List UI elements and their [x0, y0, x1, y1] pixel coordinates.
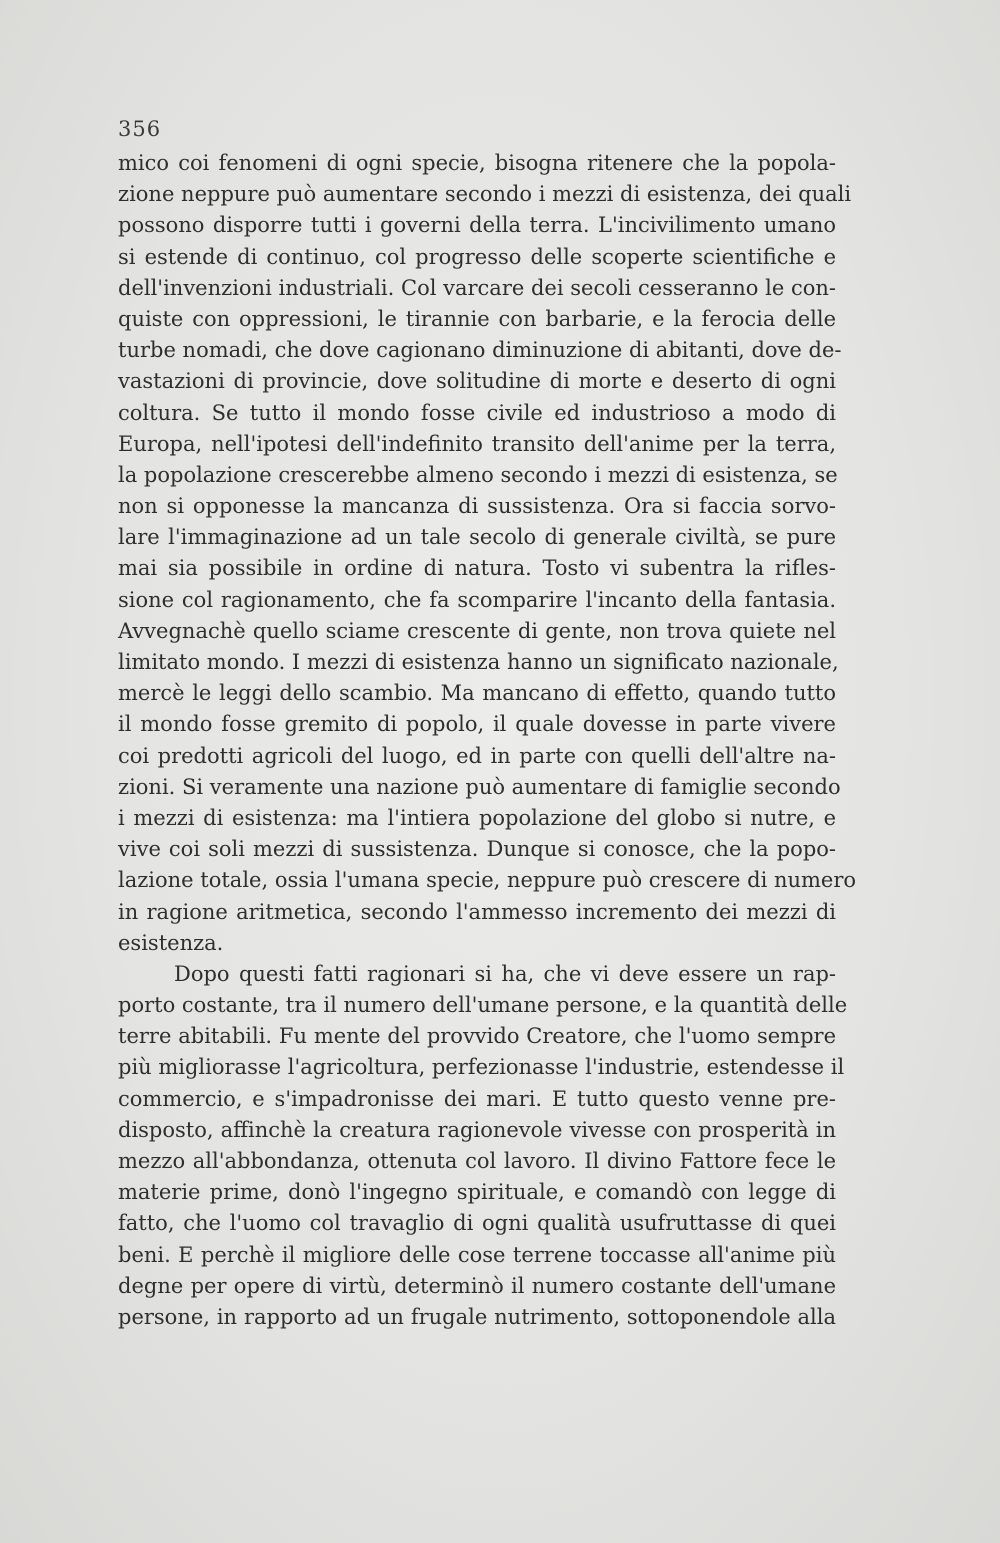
page-number: 356	[118, 117, 162, 141]
text-line: lare l'immaginazione ad un tale secolo di generale civiltà, se pure	[118, 525, 836, 550]
text-line: lazione totale, ossia l'umana specie, neppure può crescere di numero	[118, 868, 857, 893]
text-line: vive coi soli mezzi di sussistenza. Dunque si conosce, che la popo-	[118, 837, 836, 862]
text-line: zioni. Si veramente una nazione può aumentare di famiglie secondo	[118, 774, 841, 799]
text-line: commercio, e s'impadronisse dei mari. E tutto questo venne pre-	[118, 1086, 836, 1111]
body-text	[118, 148, 857, 1333]
text-line: beni. E perchè il migliore delle cose terrene toccasse all'anime più	[118, 1242, 836, 1267]
text-line: mezzo all'abbondanza, ottenuta col lavoro. Il divino Fattore fece le	[118, 1149, 836, 1173]
text-line: dell'invenzioni industriali. Col varcare dei secoli cesseranno le con-	[118, 275, 836, 300]
paragraph-start-line: Dopo questi fatti ragionari si ha, che vi deve essere un rap-	[174, 961, 836, 986]
text-line: sione col ragionamento, che fa scomparire l'incanto della fantasia.	[118, 587, 836, 612]
text-line: quiste con oppressioni, le tirannie con barbarie, e la ferocia delle	[118, 306, 836, 331]
text-line: zione neppure può aumentare secondo i mezzi di esistenza, dei quali	[118, 182, 852, 207]
text-line: coi predotti agricoli del luogo, ed in parte con quelli dell'altre na-	[118, 743, 836, 768]
text-line: porto costante, tra il numero dell'umane persone, e la quantità delle	[118, 993, 848, 1018]
text-line: Avvegnachè quello sciame crescente di gente, non trova quiete nel	[118, 618, 836, 643]
text-line: in ragione aritmetica, secondo l'ammesso incremento dei mezzi di	[118, 899, 836, 924]
text-line: possono disporre tutti i governi della terra. L'incivilimento umano	[118, 213, 836, 238]
text-line: materie prime, donò l'ingegno spirituale, e comandò con legge di	[118, 1180, 836, 1205]
text-line: mai sia possibile in ordine di natura. Tosto vi subentra la rifles-	[118, 556, 836, 581]
text-line: il mondo fosse gremito di popolo, il quale dovesse in parte vivere	[118, 712, 836, 737]
text-line: più migliorasse l'agricoltura, perfezionasse l'industrie, estendesse il	[118, 1055, 845, 1080]
text-line: i mezzi di esistenza: ma l'intiera popolazione del globo si nutre, e	[118, 805, 836, 830]
paragraph-end-line: esistenza.	[118, 930, 224, 955]
text-line: Europa, nell'ipotesi dell'indefinito transito dell'anime per la terra,	[118, 431, 836, 456]
text-line: si estende di continuo, col progresso delle scoperte scientifiche e	[118, 244, 836, 269]
text-line: la popolazione crescerebbe almeno secondo i mezzi di esistenza, se	[118, 462, 838, 487]
text-line: non si opponesse la mancanza di sussistenza. Ora si faccia sorvo-	[118, 494, 836, 519]
text-line: terre abitabili. Fu mente del provvido Creatore, che l'uomo sempre	[118, 1024, 836, 1049]
text-line: vastazioni di provincie, dove solitudine di morte e deserto di ogni	[118, 369, 836, 394]
text-line: persone, in rapporto ad un frugale nutrimento, sottoponendole alla	[118, 1304, 836, 1329]
text-line: mico coi fenomeni di ogni specie, bisogna ritenere che la popola-	[118, 151, 836, 175]
text-line: fatto, che l'uomo col travaglio di ogni qualità usufruttasse di quei	[118, 1211, 836, 1236]
text-line: disposto, affinchè la creatura ragionevole vivesse con prosperità in	[118, 1117, 836, 1142]
text-line: coltura. Se tutto il mondo fosse civile ed industrioso a modo di	[118, 400, 836, 425]
text-line: limitato mondo. I mezzi di esistenza hanno un significato nazionale,	[118, 650, 839, 674]
text-line: turbe nomadi, che dove cagionano diminuzione di abitanti, dove de-	[118, 338, 842, 363]
text-line: mercè le leggi dello scambio. Ma mancano di effetto, quando tutto	[118, 681, 836, 706]
text-line: degne per opere di virtù, determinò il numero costante dell'umane	[118, 1273, 836, 1298]
